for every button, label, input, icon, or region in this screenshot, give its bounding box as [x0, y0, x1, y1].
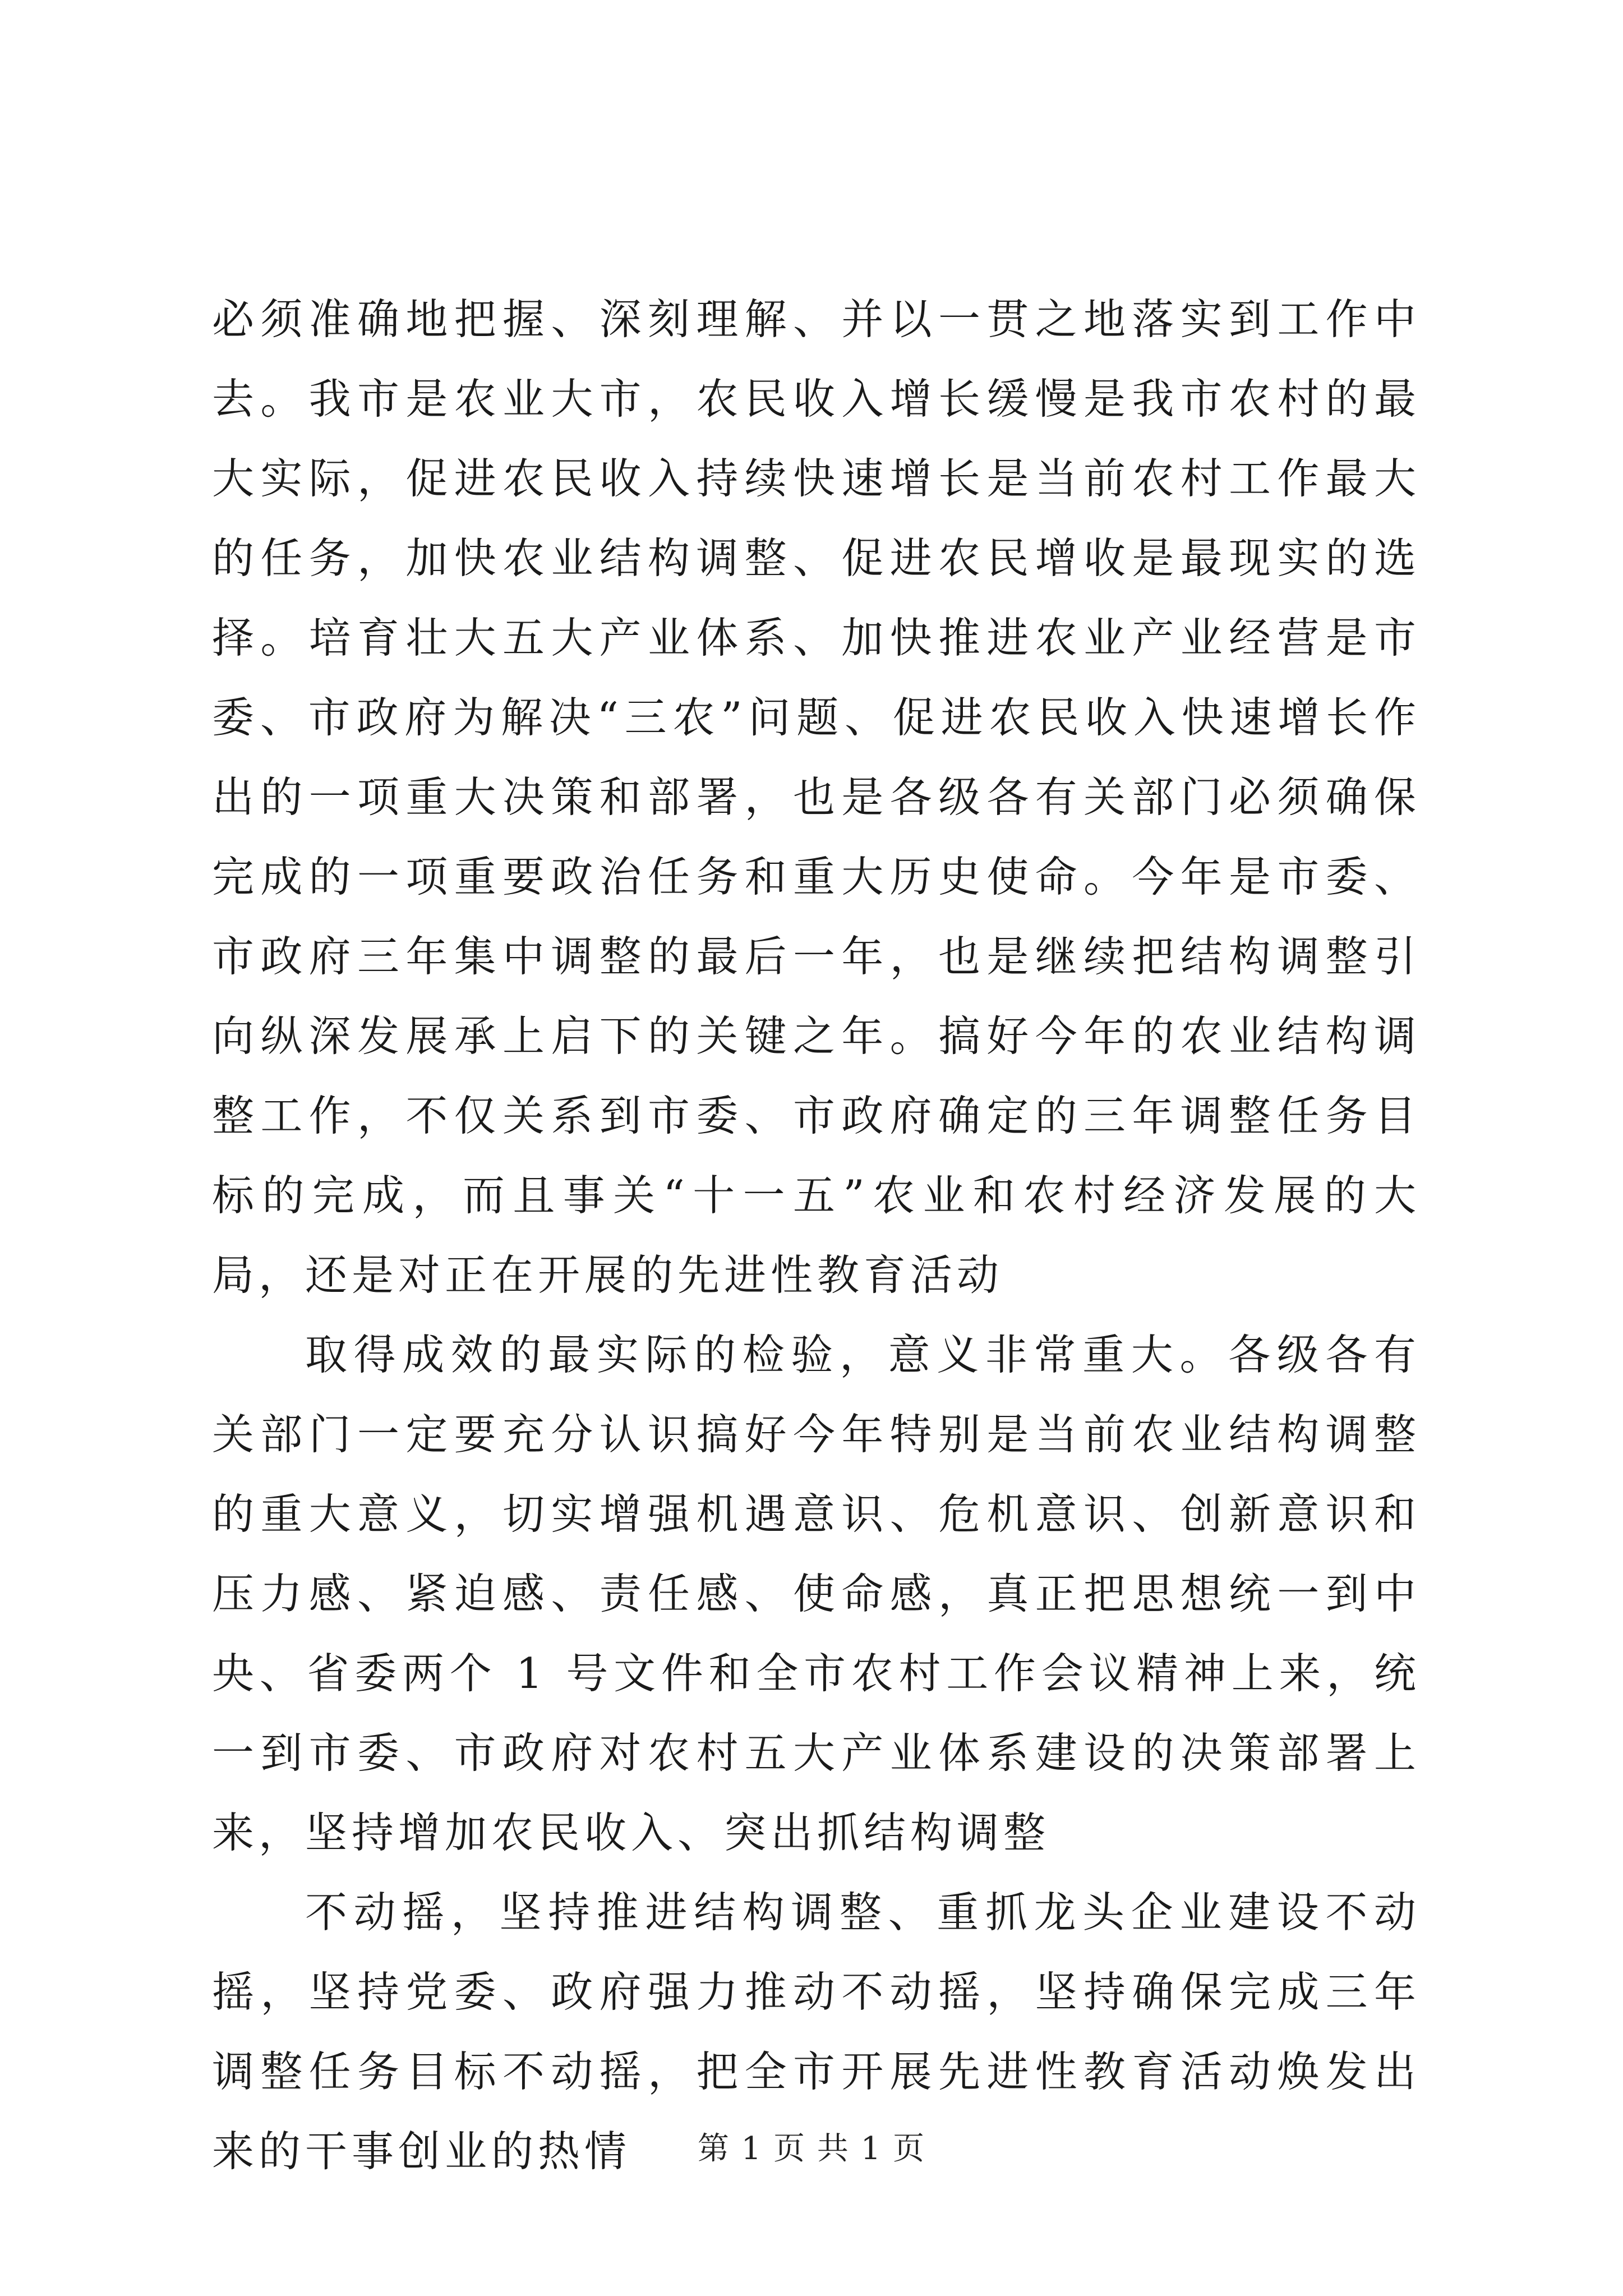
page-footer: 第 1 页 共 1 页 [697, 2131, 926, 2167]
paragraph-2: 取得成效的最实际的检验，意义非常重大。各级各有关部门一定要充分认识搞好今年特别是当前农业结构调整的重大意义，切实增强机遇意识、危机意识、创新意识和压力感、紧迫感、责任感、使命感，真正把思想统一到中央、省委两个 1 号文件和全市农村工作会议精神上来，统一到市委、市政府对农村五大产业体系建设的决策部署上来，坚持增加农民收入、突出抓结构调整 [212, 1330, 1421, 1857]
paragraph-1: 必须准确地把握、深刻理解、并以一贯之地落实到工作中去。我市是农业大市，农民收入增长缓慢是我市农村的最大实际，促进农民收入持续快速增长是当前农村工作最大的任务，加快农业结构调整、促进农民增收是最现实的选择。培育壮大五大产业体系、加快推进农业产业经营是市委、市政府为解决“三农”问题、促进农民收入快速增长作出的一项重大决策和部署，也是各级各有关部门必须确保完成的一项重要政治任务和重大历史使命。今年是市委、市政府三年集中调整的最后一年，也是继续把结构调整引向纵深发展承上启下的关键之年。搞好今年的农业结构调整工作，不仅关系到市委、市政府确定的三年调整任务目标的完成，而且事关“十一五”农业和农村经济发展的大局，还是对正在开展的先进性教育活动 [212, 295, 1421, 1300]
document-body [212, 279, 1421, 2191]
paragraph-3: 不动摇，坚持推进结构调整、重抓龙头企业建设不动摇，坚持党委、政府强力推动不动摇，坚持确保完成三年调整任务目标不动摇，把全市开展先进性教育活动焕发出来的干事创业的热情 [212, 1888, 1421, 2176]
